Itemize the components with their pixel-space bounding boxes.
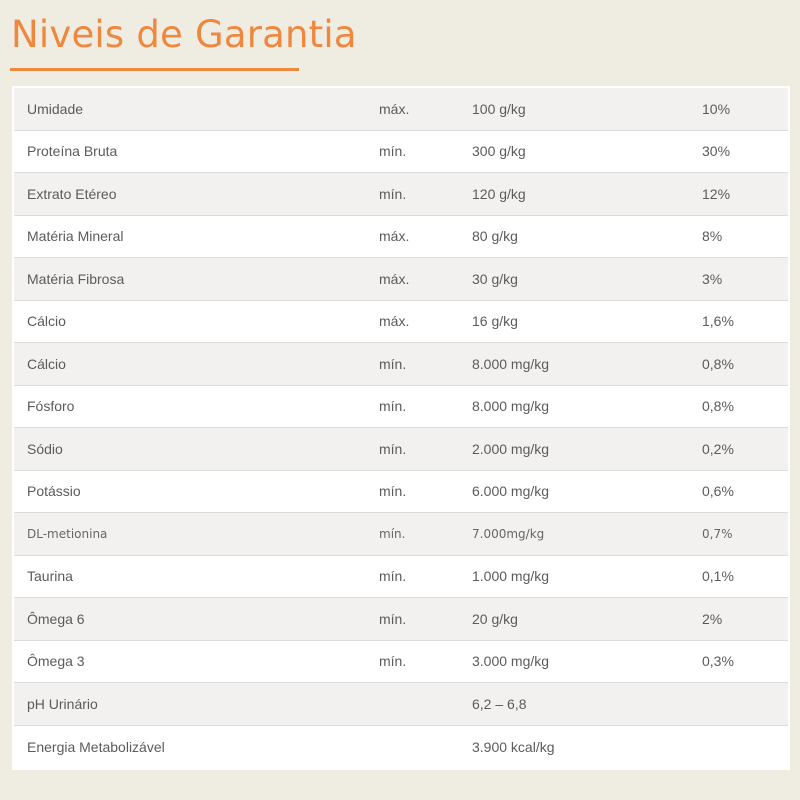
nutrient-value: 1.000 mg/kg	[472, 568, 550, 585]
nutrient-percent: 8%	[702, 228, 723, 245]
nutrient-value: 6,2 – 6,8	[472, 695, 527, 712]
table-row	[14, 598, 788, 641]
limit-type: máx.	[379, 100, 410, 117]
nutrient-name: Taurina	[27, 568, 73, 585]
nutrient-percent: 2%	[702, 610, 723, 627]
table-row	[14, 343, 788, 386]
nutrient-percent: 1,6%	[702, 313, 734, 330]
nutrient-percent: 0,8%	[702, 398, 734, 415]
nutrient-value: 8.000 mg/kg	[472, 398, 550, 415]
limit-type: mín.	[379, 610, 407, 627]
table-row	[14, 513, 788, 556]
page-title: Niveis de Garantia	[11, 13, 357, 56]
nutrient-percent: 0,2%	[702, 440, 734, 457]
nutrient-value: 100 g/kg	[472, 100, 526, 117]
nutrient-name: Matéria Mineral	[27, 228, 124, 245]
title-underline-divider	[10, 68, 299, 71]
table-row	[14, 301, 788, 344]
limit-type: mín.	[379, 653, 407, 670]
nutrient-name: Matéria Fibrosa	[27, 270, 125, 287]
nutrient-name: Potássio	[27, 483, 81, 500]
table-row	[14, 88, 788, 131]
table-row	[14, 428, 788, 471]
nutrient-name: Proteína Bruta	[27, 143, 118, 160]
nutrient-percent: 10%	[702, 100, 731, 117]
nutrient-percent: 0,6%	[702, 483, 734, 500]
nutrient-value: 16 g/kg	[472, 313, 518, 330]
nutrient-value: 80 g/kg	[472, 228, 518, 245]
table-row	[14, 726, 788, 769]
table-row	[14, 216, 788, 259]
table-row	[14, 683, 788, 726]
nutrient-value: 7.000mg/kg	[472, 526, 545, 541]
nutrient-percent: 0,1%	[702, 568, 734, 585]
limit-type: máx.	[379, 228, 410, 245]
nutrient-name: Ômega 6	[27, 610, 85, 627]
limit-type: máx.	[379, 270, 410, 287]
nutrient-value: 6.000 mg/kg	[472, 483, 550, 500]
nutrient-value: 30 g/kg	[472, 270, 518, 287]
nutrient-value: 3.000 mg/kg	[472, 653, 550, 670]
nutrient-value: 300 g/kg	[472, 143, 526, 160]
nutrient-name: pH Urinário	[27, 695, 98, 712]
guarantee-levels-table	[12, 86, 790, 770]
limit-type: mín.	[379, 483, 407, 500]
nutrient-percent: 0,7%	[702, 526, 733, 541]
limit-type: mín.	[379, 526, 406, 541]
nutrient-percent: 0,3%	[702, 653, 734, 670]
limit-type: mín.	[379, 568, 407, 585]
limit-type: máx.	[379, 313, 410, 330]
nutrient-name: Ômega 3	[27, 653, 85, 670]
nutrient-percent: 12%	[702, 185, 731, 202]
nutrient-value: 8.000 mg/kg	[472, 355, 550, 372]
table-row	[14, 556, 788, 599]
nutrient-name: Extrato Etéreo	[27, 185, 117, 202]
table-row	[14, 173, 788, 216]
nutrient-percent: 3%	[702, 270, 723, 287]
nutrient-name: DL-metionina	[27, 526, 108, 541]
table-row	[14, 131, 788, 174]
nutrient-percent: 30%	[702, 143, 731, 160]
nutrient-value: 3.900 kcal/kg	[472, 738, 555, 755]
nutrient-name: Energia Metabolizável	[27, 738, 165, 755]
table-row	[14, 258, 788, 301]
nutrient-value: 20 g/kg	[472, 610, 518, 627]
nutrient-name: Cálcio	[27, 313, 66, 330]
limit-type: mín.	[379, 355, 407, 372]
table-row	[14, 641, 788, 684]
nutrient-percent: 0,8%	[702, 355, 734, 372]
table-row	[14, 386, 788, 429]
limit-type: mín.	[379, 398, 407, 415]
nutrient-value: 2.000 mg/kg	[472, 440, 550, 457]
table-row	[14, 471, 788, 514]
nutrient-name: Umidade	[27, 100, 84, 117]
nutrient-name: Cálcio	[27, 355, 66, 372]
limit-type: mín.	[379, 440, 407, 457]
nutrient-name: Fósforo	[27, 398, 75, 415]
limit-type: mín.	[379, 143, 407, 160]
limit-type: mín.	[379, 185, 407, 202]
nutrient-name: Sódio	[27, 440, 63, 457]
nutrient-value: 120 g/kg	[472, 185, 526, 202]
